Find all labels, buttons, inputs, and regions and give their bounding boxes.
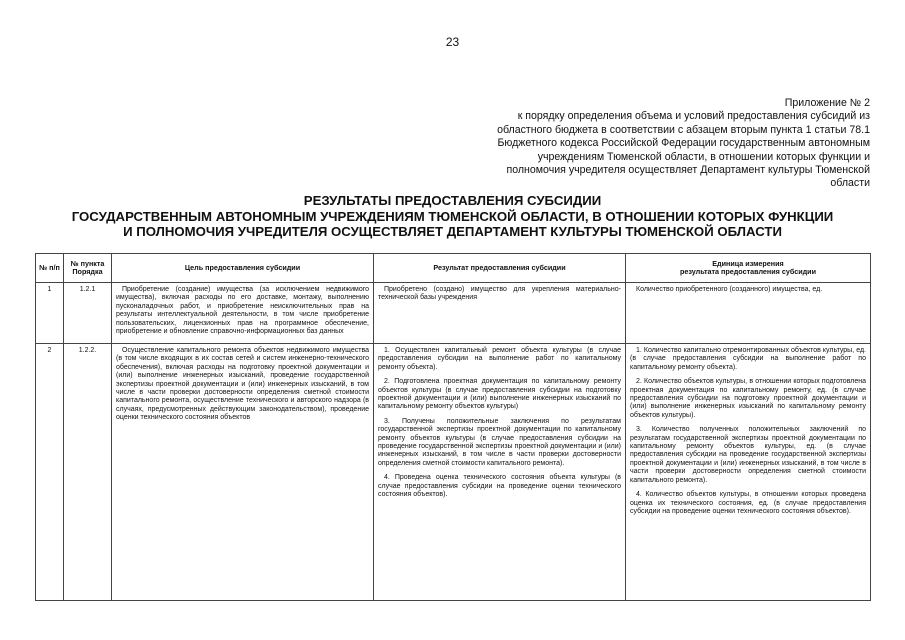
appendix-line: к порядку определения объема и условий предоставления субсидий из (517, 110, 870, 123)
table-row (36, 344, 871, 601)
appendix-line: Бюджетного кодекса Российской Федерации государственным автономным (497, 137, 870, 150)
cell-unit (626, 344, 871, 601)
appendix-line: области (830, 177, 870, 190)
unit-item: 2. Количество объектов культуры, в отношении которых подготовлена проектная документация по капитальному ремонту, ед. (в случае предоставления субсидии на подготовку проектной документации и (или) выполнение инженерных изысканий по капитальному ремонту объектов культуры). (630, 378, 866, 419)
header-unit-line: Единица измерения (712, 258, 784, 268)
appendix-line: полномочия учредителя осуществляет Департамент культуры Тюменской (506, 164, 870, 177)
title-line: ГОСУДАРСТВЕННЫМ АВТОНОМНЫМ УЧРЕЖДЕНИЯМ ТЮМЕНСКОЙ ОБЛАСТИ, В ОТНОШЕНИИ КОТОРЫХ ФУНКЦИИ (71, 208, 834, 224)
appendix-note (420, 97, 870, 191)
cell-clause: 1.2.1 (64, 283, 112, 344)
cell-num: 1 (36, 283, 64, 344)
header-unit-line: результата предоставления субсидии (679, 267, 817, 276)
cell-result (374, 344, 626, 601)
header-result: Результат предоставления субсидии (374, 254, 626, 283)
unit-text: Количество приобретенного (созданного) имущества, ед. (636, 286, 823, 293)
appendix-line: областного бюджета в соответствии с абзацем вторым пункта 1 статьи 78.1 (497, 123, 870, 136)
unit-item: 4. Количество объектов культуры, в отношении которых проведена оценка их технического состояния, ед. (в случае предоставления субсидии на проведение оценки технического состояния объектов). (630, 491, 866, 515)
title-line: РЕЗУЛЬТАТЫ ПРЕДОСТАВЛЕНИЯ СУБСИДИИ (303, 193, 602, 208)
unit-item: 1. Количество капитально отремонтированных объектов культуры, ед. (в случае предоставления субсидии на выполнение работ по капитальному ремонту объекта). (630, 347, 866, 371)
goal-text: Осуществление капитального ремонта объектов недвижимого имущества (в том числе входящих в их состав сетей и систем инженерно-технического обеспечения), включая расходы на подготовку проектной документации и (или) выполнение инженерных изысканий, проведение государственной экспертизы проектной документации и (или) инженерных изысканий, в том числе в части проверки достоверности определения сметной стоимости капитального ремонта, осуществление технического и авторского надзора (в случаях, предусмотренных действующим законодательством), проведение оценки технического состояния объектов (116, 347, 369, 422)
cell-result (374, 283, 626, 344)
table-header-row (36, 254, 871, 283)
cell-goal (112, 283, 374, 344)
header-unit (626, 254, 871, 283)
result-item: 4. Проведена оценка технического состояния объекта культуры (в случае предоставления субсидии на проведение оценки технического состояния объектов). (378, 474, 621, 499)
subsidy-results-table (35, 253, 871, 601)
title-line: И ПОЛНОМОЧИЯ УЧРЕДИТЕЛЯ ОСУЩЕСТВЛЯЕТ ДЕПАРТАМЕНТ КУЛЬТУРЫ ТЮМЕНСКОЙ ОБЛАСТИ (123, 224, 782, 240)
header-goal: Цель предоставления субсидии (112, 254, 374, 283)
document-title (0, 193, 905, 240)
header-clause: № пункта Порядка (64, 254, 112, 283)
result-item: 2. Подготовлена проектная документация по капитальному ремонту объектов культуры (в случае предоставления субсидии на подготовку проектной документации и (или) выполнение инженерных изысканий по капитальному ремонту объектов культуры) (378, 378, 621, 411)
goal-text: Приобретение (создание) имущества (за исключением недвижимого имущества), включая расходы по его доставке, монтажу, выполнению пусконаладочных работ, и приобретение неисключительных прав на результаты интеллектуальной деятельности, в том числе приобретение пользовательских, лицензионных прав на программное обеспечение, приобретение и обновление справочно-информационных баз данных (116, 286, 369, 336)
cell-clause: 1.2.2. (64, 344, 112, 601)
unit-item: 3. Количество полученных положительных заключений по результатам государственной экспертизы проектной документации по капитальному ремонту объектов культуры, ед. (в случае предоставления субсидии на проведение государственной экспертизы проектной документации и (или) инженерных изысканий, в том числе в части проверки достоверности определения сметной стоимости капитального ремонта). (630, 426, 866, 484)
cell-unit (626, 283, 871, 344)
page-number: 23 (445, 35, 460, 49)
table-row (36, 283, 871, 344)
result-item: 3. Получены положительные заключения по результатам государственной экспертизы проектной документации по капитальному ремонту объектов культуры (в случае предоставления субсидии на проведение государственной экспертизы проектной документации и (или) инженерных изысканий, в том числе в части проверки достоверности определения сметной стоимости капитального ремонта). (378, 417, 621, 467)
cell-num: 2 (36, 344, 64, 601)
cell-goal (112, 344, 374, 601)
appendix-line: учреждениям Тюменской области, в отношении которых функции и (537, 150, 870, 163)
result-text: Приобретено (создано) имущество для укрепления материально-технической базы учреждения (378, 286, 621, 302)
result-item: 1. Осуществлен капитальный ремонт объекта культуры (в случае предоставления субсидии на выполнение работ по капитальному ремонту объекта). (378, 347, 621, 371)
header-num: № п/п (36, 254, 64, 283)
appendix-line: Приложение № 2 (784, 97, 870, 109)
